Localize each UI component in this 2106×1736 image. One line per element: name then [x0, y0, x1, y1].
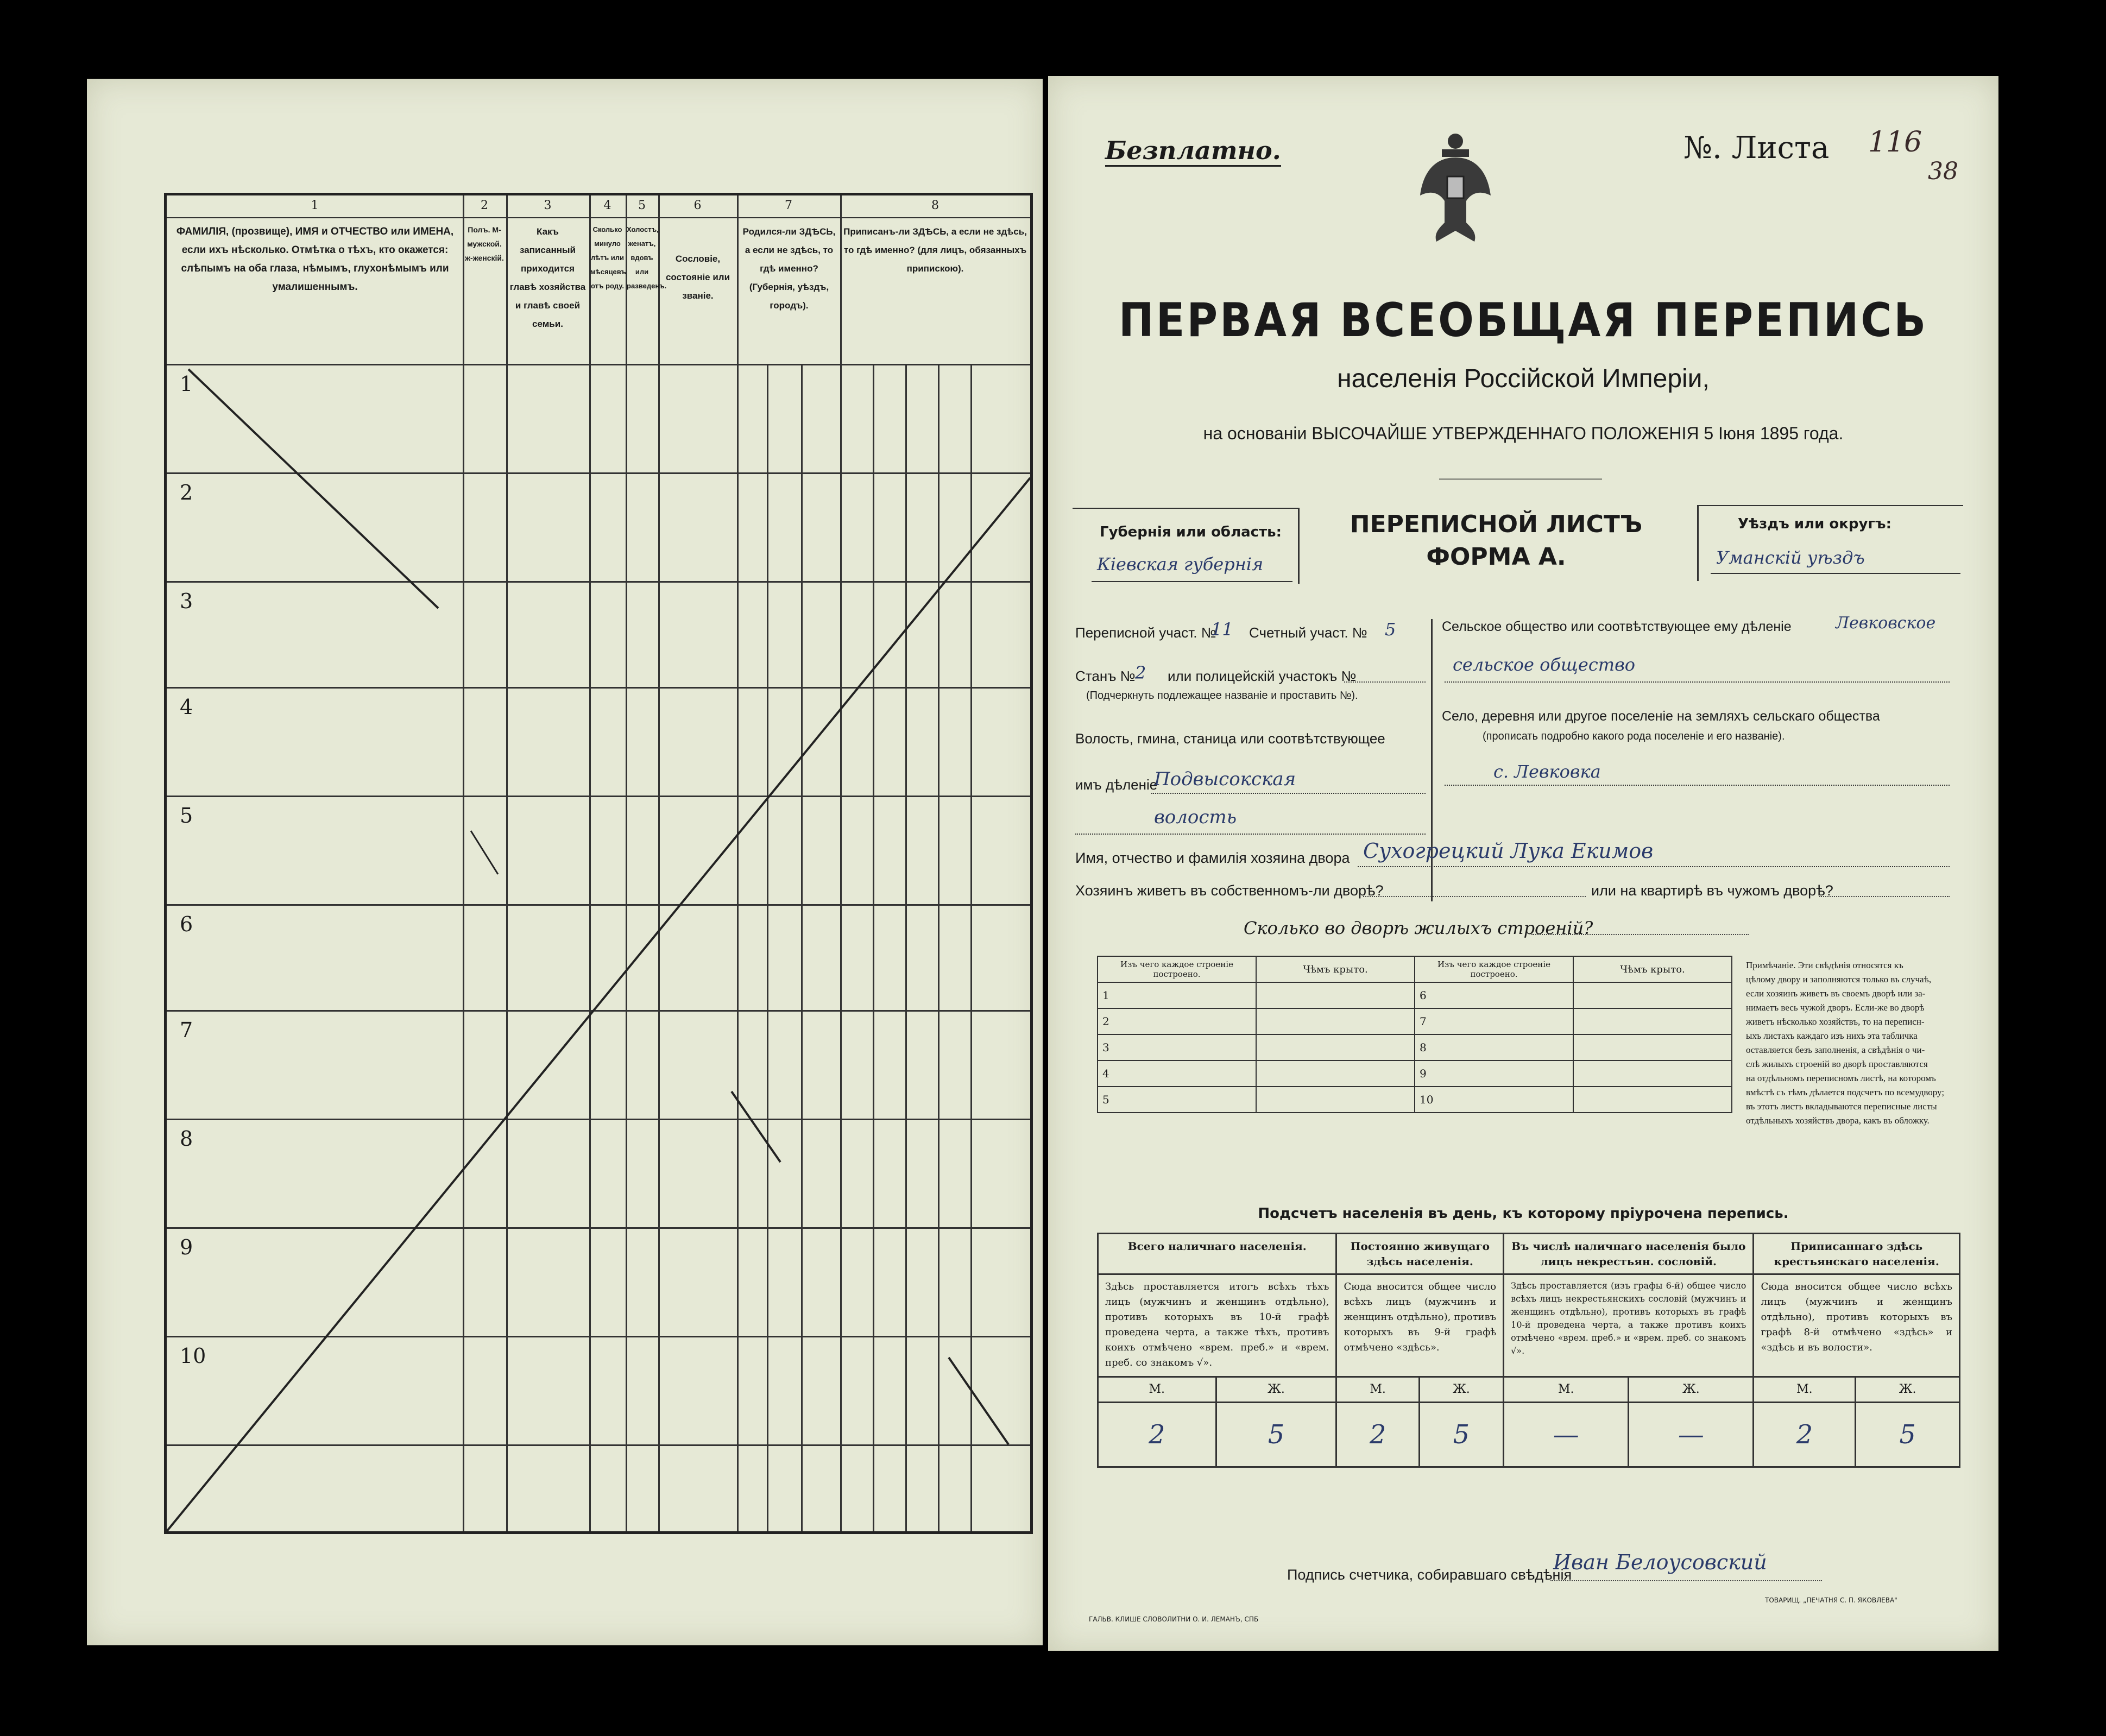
count-male-value: —	[1504, 1403, 1629, 1467]
building-number: 8	[1415, 1034, 1573, 1060]
village-value: с. Левковка	[1493, 761, 1601, 782]
row-number: 4	[180, 695, 193, 719]
buildings-header-material: Изъ чего каждое строеніе построено.	[1098, 956, 1256, 982]
owner-value: Сухогрецкий Лука Екимов	[1363, 839, 1654, 863]
owner-label: Имя, отчество и фамилія хозяина двора	[1075, 850, 1350, 866]
column-number: 4	[603, 199, 611, 212]
sheet-number-value-2: 38	[1928, 157, 1958, 185]
province-label: Губернія или область:	[1100, 524, 1282, 540]
count-title: Подсчетъ населенія въ день, къ которому пріурочена перепись.	[1258, 1205, 1789, 1222]
cancel-stroke	[732, 1091, 780, 1162]
column-number: 6	[693, 199, 702, 212]
district-value: Уманскiй уѣздъ	[1716, 547, 1865, 568]
count-section-value: 5	[1385, 619, 1396, 640]
row-number: 8	[180, 1127, 193, 1151]
form-title: ПЕРЕПИСНОЙ ЛИСТЪ	[1350, 510, 1643, 538]
column-header-estate: Сословіе, состояніе или званіе.	[665, 254, 730, 301]
count-header: Постоянно живущаго здѣсь населенія.	[1336, 1234, 1504, 1274]
row-number: 10	[180, 1344, 206, 1368]
male-label: М.	[1504, 1377, 1629, 1403]
village-note: (прописать подробно какого рода поселеніе и его названіе).	[1483, 730, 1785, 742]
note-line: въ этотъ листъ вкладываются переписные листы	[1746, 1101, 1937, 1112]
table-row	[1098, 982, 1732, 1008]
count-male-value: 2	[1754, 1403, 1856, 1467]
rural-society-underline	[1445, 681, 1950, 683]
volost-value: Подвысокская	[1154, 768, 1296, 790]
count-description: Сюда вносится общее число всѣхъ лицъ (мужчинъ и женщинъ отдѣльно), противъ которыхъ въ 9-й графѣ отмѣчено «здѣсь».	[1336, 1274, 1504, 1377]
column-number: 1	[311, 199, 319, 212]
row-number: 1	[180, 372, 193, 396]
owner-underline	[1358, 866, 1950, 867]
count-female-value: 5	[1216, 1403, 1336, 1467]
column-header-name: ФАМИЛІЯ, (прозвище), ИМЯ и ОТЧЕСТВО или ИМЕНА, если ихъ нѣсколько. Отмѣтка о тѣхъ, кто окажется: слѣпымъ на оба глаза, нѣмымъ, глухонѣмымъ или умалишеннымъ.	[176, 226, 454, 293]
district-label: Уѣздъ или округъ:	[1738, 516, 1891, 532]
count-description: Здѣсь проставляется итогъ всѣхъ тѣхъ лицъ (мужчинъ и женщинъ отдѣльно), противъ которыхъ въ 10-й графѣ проведена черта, а также тѣхъ, противъ коихъ отмѣчено «врем. преб.» и «врем. преб. со знакомъ √».	[1098, 1274, 1336, 1377]
female-label: Ж.	[1629, 1377, 1754, 1403]
female-label: Ж.	[1216, 1377, 1336, 1403]
note-line: цѣлому двору и заполняются только въ случаѣ,	[1746, 974, 1932, 984]
box-edge	[1298, 508, 1300, 584]
count-female-value: 5	[1419, 1403, 1503, 1467]
village-label: Село, деревня или другое поселеніе на земляхъ сельскаго общества	[1442, 709, 1880, 724]
note-line: слѣ жилыхъ строеній во дворѣ проставляются	[1746, 1059, 1928, 1069]
note-line: нимаетъ весь чужой дворъ. Если-же во дворѣ	[1746, 1002, 1925, 1013]
volost-label-2: имъ дѣленіе	[1075, 777, 1158, 793]
buildings-table	[1097, 956, 1732, 1113]
count-male-value: 2	[1098, 1403, 1216, 1467]
stan-value: 2	[1135, 662, 1146, 683]
underline-note: (Подчеркнуть подлежащее названіе и проставить №).	[1086, 690, 1358, 702]
count-header: Приписаннаго здѣсь крестьянскаго населенія.	[1754, 1234, 1960, 1274]
buildings-header-roof: Чѣмъ крыто.	[1256, 956, 1415, 982]
count-female-value: —	[1629, 1403, 1754, 1467]
rural-society-label: Сельское общество или соотвѣтствующее ему дѣленіе	[1442, 619, 1792, 634]
box-edge	[1073, 508, 1298, 509]
free-label: Безплатно.	[1105, 136, 1281, 167]
cancellation-strokes	[167, 195, 1033, 1534]
building-number: 4	[1098, 1060, 1256, 1087]
column-header-sex: Полъ. М-мужской. ж-женскій.	[465, 225, 504, 262]
table-row	[1098, 1060, 1732, 1087]
rent-field	[1819, 896, 1950, 897]
table-row	[1098, 1008, 1732, 1034]
column-number: 8	[931, 199, 939, 212]
signature-value: Иван Белоусовский	[1553, 1550, 1767, 1574]
buildings-note	[1746, 958, 1985, 1128]
building-number: 2	[1098, 1008, 1256, 1034]
cancel-stroke	[188, 369, 438, 608]
rent-label: или на квартирѣ въ чужомъ дворѣ?	[1591, 882, 1833, 899]
volost-underline-2	[1075, 834, 1426, 835]
male-label: М.	[1336, 1377, 1419, 1403]
table-row	[1098, 1087, 1732, 1113]
police-field	[1344, 681, 1426, 683]
table-row	[1098, 1034, 1732, 1060]
column-header-registration: Приписанъ-ли ЗДѢСЬ, а если не здѣсь, то гдѣ именно? (для лицъ, обязанныхъ припискою).	[843, 226, 1027, 274]
male-label: М.	[1098, 1377, 1216, 1403]
printer-right: ТОВАРИЩ. „ПЕЧАТНЯ С. П. ЯКОВЛЕВА"	[1765, 1596, 1897, 1604]
column-header-age: Сколько минуло лѣтъ или мѣсяцевъ отъ роду.	[590, 225, 626, 290]
stan-label: Станъ №	[1075, 668, 1136, 684]
rural-society-value-2: сельское общество	[1453, 654, 1635, 675]
column-number: 7	[785, 199, 792, 212]
box-edge	[1697, 505, 1699, 581]
count-header: Всего наличнаго населенія.	[1098, 1234, 1336, 1274]
column-header-marital: Холостъ, женатъ, вдовъ или разведенъ.	[627, 225, 667, 290]
note-line: Примѣчаніе. Эти свѣдѣнія относятся къ	[1746, 960, 1903, 970]
column-number: 5	[638, 199, 646, 212]
census-section-label: Переписной участ. №	[1075, 624, 1216, 641]
household-members-table	[164, 193, 1033, 1534]
police-label: или полицейскій участокъ №	[1168, 668, 1357, 684]
note-line: если хозяинъ живетъ въ своемъ дворѣ или за-	[1746, 988, 1926, 999]
buildings-question: Сколько во дворѣ жилыхъ строеній?	[1244, 918, 1593, 938]
census-subtitle: населенія Россійской Имперіи,	[1337, 364, 1710, 393]
count-female-value: 5	[1856, 1403, 1960, 1467]
district-underline	[1711, 573, 1960, 574]
buildings-header-roof: Чѣмъ крыто.	[1573, 956, 1732, 982]
population-count-table	[1097, 1233, 1960, 1468]
rural-society-value: Левковское	[1836, 614, 1936, 633]
female-label: Ж.	[1856, 1377, 1960, 1403]
cancel-stroke	[471, 831, 498, 874]
column-header-relation: Какъ записанный приходится главѣ хозяйства и главѣ своей семьи.	[509, 226, 586, 329]
census-title: ПЕРВАЯ ВСЕОБЩАЯ ПЕРЕПИСЬ	[1118, 293, 1928, 348]
printer-left: ГАЛЬВ. КЛИШЕ СЛОВОЛИТНИ О. И. ЛЕМАНЪ, СПБ	[1089, 1615, 1259, 1623]
count-description: Сюда вносится общее число всѣхъ лицъ (мужчинъ и женщинъ отдѣльно), противъ которыхъ въ графѣ 8-й отмѣчено «здѣсь» и «здѣсь и въ волости».	[1754, 1274, 1960, 1377]
note-line: отдѣльныхъ хозяйствъ двора, какъ въ обложку.	[1746, 1115, 1930, 1126]
row-number: 7	[180, 1018, 193, 1042]
count-header: Въ числѣ наличнаго населенія было лицъ некрестьян. сословій.	[1504, 1234, 1754, 1274]
box-edge	[1697, 505, 1963, 506]
column-header-birthplace: Родился-ли ЗДѢСЬ, а если не здѣсь, то гдѣ именно? (Губернія, уѣздъ, городъ).	[742, 226, 836, 311]
cancel-stroke	[167, 478, 1030, 1531]
row-number: 9	[180, 1235, 193, 1259]
buildings-field	[1531, 934, 1749, 935]
census-section-value: 11	[1211, 619, 1233, 640]
province-value: Кiевская губернiя	[1097, 554, 1264, 575]
double-headed-eagle-icon	[1417, 130, 1493, 244]
note-line: на отдѣльномъ переписномъ листѣ, на которомъ	[1746, 1073, 1936, 1083]
building-number: 3	[1098, 1034, 1256, 1060]
male-label: М.	[1754, 1377, 1856, 1403]
own-yard-label: Хозяинъ живетъ въ собственномъ-ли дворѣ?	[1075, 882, 1384, 899]
female-label: Ж.	[1419, 1377, 1503, 1403]
village-underline	[1445, 785, 1950, 786]
sheet-number-label: №. Листа	[1683, 130, 1830, 166]
count-male-value: 2	[1336, 1403, 1419, 1467]
note-line: вмѣстѣ съ тѣмъ дѣлается подсчетъ по всемудвору;	[1746, 1087, 1945, 1097]
building-number: 10	[1415, 1087, 1573, 1113]
column-number: 2	[481, 199, 488, 212]
sheet-number-value: 116	[1868, 126, 1922, 159]
row-number: 2	[180, 481, 193, 504]
count-description: Здѣсь проставляется (изъ графы 6-й) общее число всѣхъ лицъ некрестьянскихъ сословій (мужчинъ и женщинъ отдѣльно), противъ которыхъ въ графѣ 10-й проведена черта, а также противъ коихъ отмѣчено «врем. преб.» и «врем. преб. со знакомъ √».	[1504, 1274, 1754, 1377]
note-line: живетъ нѣсколько хозяйствъ, то на переписн-	[1746, 1017, 1925, 1027]
own-yard-field	[1363, 896, 1586, 897]
ornament-rule	[1439, 478, 1602, 479]
left-page	[87, 79, 1043, 1645]
row-number: 6	[180, 912, 193, 936]
column-number: 3	[544, 199, 552, 212]
building-number: 9	[1415, 1060, 1573, 1087]
volost-label: Волость, гмина, станица или соотвѣтствующее	[1075, 730, 1385, 747]
volost-underline	[1151, 793, 1426, 794]
row-number: 3	[180, 589, 193, 613]
note-line: ыхъ листахъ каждаго изъ нихъ эта табличка	[1746, 1031, 1918, 1041]
note-line: оставляется безъ заполненія, а свѣдѣнія о чи-	[1746, 1045, 1925, 1055]
building-number: 6	[1415, 982, 1573, 1008]
signature-label: Подпись счетчика, собиравшаго свѣдѣнія	[1287, 1567, 1572, 1583]
buildings-header-material: Изъ чего каждое строеніе построено.	[1415, 956, 1573, 982]
census-basis: на основаніи ВЫСОЧАЙШЕ УТВЕРЖДЕННАГО ПОЛОЖЕНІЯ 5 Іюня 1895 года.	[1203, 424, 1844, 443]
row-number: 5	[180, 804, 193, 828]
count-section-label: Счетный участ. №	[1249, 624, 1367, 641]
province-underline	[1092, 581, 1292, 582]
building-number: 1	[1098, 982, 1256, 1008]
signature-line	[1550, 1580, 1822, 1581]
building-number: 5	[1098, 1087, 1256, 1113]
right-page	[1048, 76, 1998, 1651]
building-number: 7	[1415, 1008, 1573, 1034]
volost-value-2: волость	[1154, 806, 1237, 828]
cancel-stroke	[949, 1358, 1008, 1444]
form-subtitle: ФОРМА А.	[1426, 543, 1566, 571]
